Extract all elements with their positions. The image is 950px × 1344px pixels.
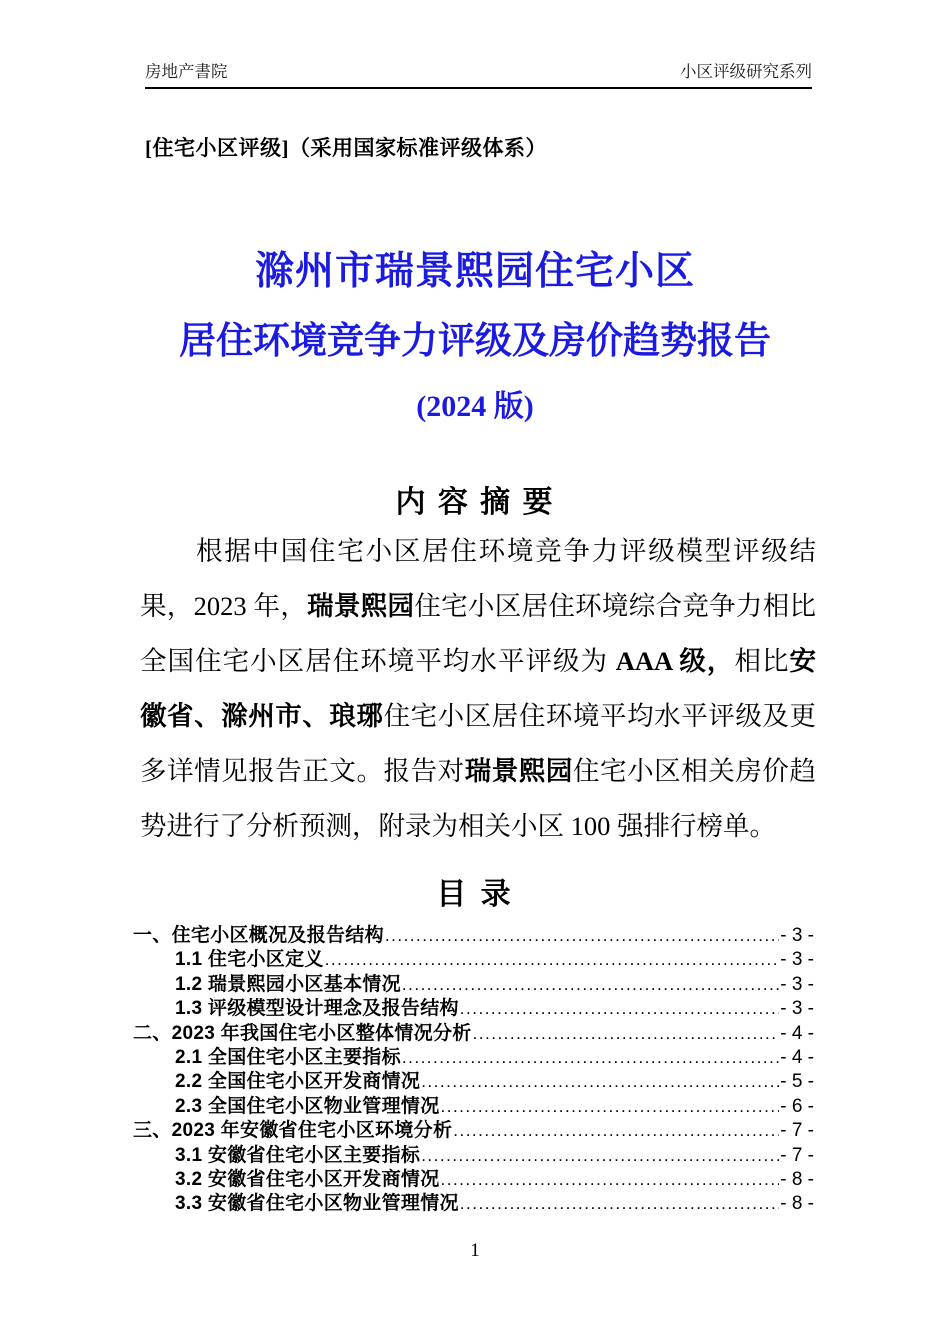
toc-entry	[133, 993, 814, 1020]
toc-dot-leader	[460, 1194, 779, 1214]
toc-entry-page-number: - 4 -	[780, 1046, 814, 1068]
toc-entry	[133, 1188, 814, 1215]
toc-dot-leader	[441, 1097, 780, 1117]
toc-entry	[133, 1091, 814, 1115]
toc-entry-label: 1.1 住宅小区定义	[175, 949, 324, 971]
header-right-text: 小区评级研究系列	[680, 63, 812, 81]
toc-dot-leader	[473, 1024, 780, 1044]
toc-entry	[133, 969, 814, 993]
abstract-text-segment: 住宅小区居住环境平均水平评级及更多详情见报告正文。报告对	[140, 701, 816, 786]
series-label: [住宅小区评级]（采用国家标准评级体系）	[145, 136, 547, 160]
abstract-heading: 内 容 摘 要	[395, 486, 555, 519]
abstract-paragraph	[140, 524, 816, 854]
toc-entry-page-number: - 8 -	[780, 1193, 814, 1215]
toc-entry-label: 2.2 全国住宅小区开发商情况	[175, 1071, 421, 1093]
toc-entry	[133, 1042, 814, 1066]
toc-entry-page-number: - 3 -	[780, 925, 814, 946]
toc-dot-leader	[402, 975, 779, 995]
toc-entry-page-number: - 3 -	[780, 949, 814, 971]
abstract-bold-segment: AAA 级，	[615, 646, 735, 676]
toc-entry-label: 2.1 全国住宅小区主要指标	[175, 1046, 401, 1068]
abstract-bold-segment: 安徽省、滁州市、琅琊	[140, 646, 817, 731]
abstract-bold-segment: 瑞景熙园	[307, 591, 415, 621]
abstract-text-segment: 根据中国住宅小区居住环境竞争力评级模型评级结果，2023 年，	[140, 536, 816, 621]
report-title-line1: 滁州市瑞景熙园住宅小区	[254, 250, 695, 293]
toc-entry	[133, 1140, 814, 1164]
abstract-bold-segment: 瑞景熙园	[464, 756, 573, 786]
toc-entry-page-number: - 6 -	[780, 1095, 814, 1117]
toc-entry-page-number: - 3 -	[780, 973, 814, 995]
table-of-contents	[133, 920, 814, 1213]
toc-dot-leader	[402, 1048, 779, 1068]
toc-entry-page-number: - 8 -	[780, 1168, 814, 1190]
toc-entry	[133, 920, 814, 944]
toc-entry-page-number: - 7 -	[780, 1120, 814, 1142]
page-number: 1	[470, 1240, 480, 1261]
toc-entry-page-number: - 4 -	[780, 1022, 814, 1044]
toc-heading: 目 录	[436, 878, 514, 911]
toc-dot-leader	[441, 1170, 780, 1190]
toc-entry-label: 三、2023 年安徽省住宅小区环境分析	[133, 1120, 453, 1142]
toc-entry-label: 1.2 瑞景熙园小区基本情况	[175, 973, 401, 995]
toc-entry-page-number: - 7 -	[780, 1144, 814, 1166]
toc-entry	[133, 1066, 814, 1093]
abstract-text-segment: 住宅小区相关房价趋势进行了分析预测，附录为相关小区 100 强排行榜单。	[140, 756, 816, 841]
page-header	[145, 58, 812, 89]
toc-entry	[133, 1115, 814, 1142]
toc-entry-page-number: - 5 -	[780, 1071, 814, 1093]
header-left-text: 房地产書院	[145, 63, 228, 81]
toc-dot-leader	[460, 999, 779, 1019]
toc-entry-label: 3.1 安徽省住宅小区主要指标	[175, 1144, 421, 1166]
toc-dot-leader	[325, 950, 780, 970]
toc-entry-label: 3.2 安徽省住宅小区开发商情况	[175, 1168, 440, 1190]
toc-dot-leader	[421, 1146, 779, 1166]
report-title-line2: 居住环境竞争力评级及房价趋势报告	[179, 321, 771, 362]
toc-entry-label: 1.3 评级模型设计理念及报告结构	[175, 998, 459, 1020]
toc-entry-label: 2.3 全国住宅小区物业管理情况	[175, 1095, 440, 1117]
toc-entry	[133, 1164, 814, 1188]
page-footer	[0, 1240, 950, 1262]
toc-entry	[133, 1018, 814, 1042]
toc-dot-leader	[385, 926, 779, 946]
report-edition: (2024 版)	[416, 390, 534, 423]
abstract-text-segment: 住宅小区居住环境综合竞争力相比全国住宅小区居住环境平均水平评级为	[140, 591, 817, 676]
toc-entry-page-number: - 3 -	[780, 998, 814, 1020]
toc-entry-label: 一、住宅小区概况及报告结构	[133, 925, 384, 946]
toc-entry-label: 3.3 安徽省住宅小区物业管理情况	[175, 1193, 459, 1215]
toc-dot-leader	[453, 1121, 779, 1141]
toc-entry	[133, 944, 814, 971]
toc-dot-leader	[421, 1072, 779, 1092]
toc-entry-label: 二、2023 年我国住宅小区整体情况分析	[133, 1022, 472, 1044]
abstract-text-segment: 相比	[734, 646, 790, 676]
